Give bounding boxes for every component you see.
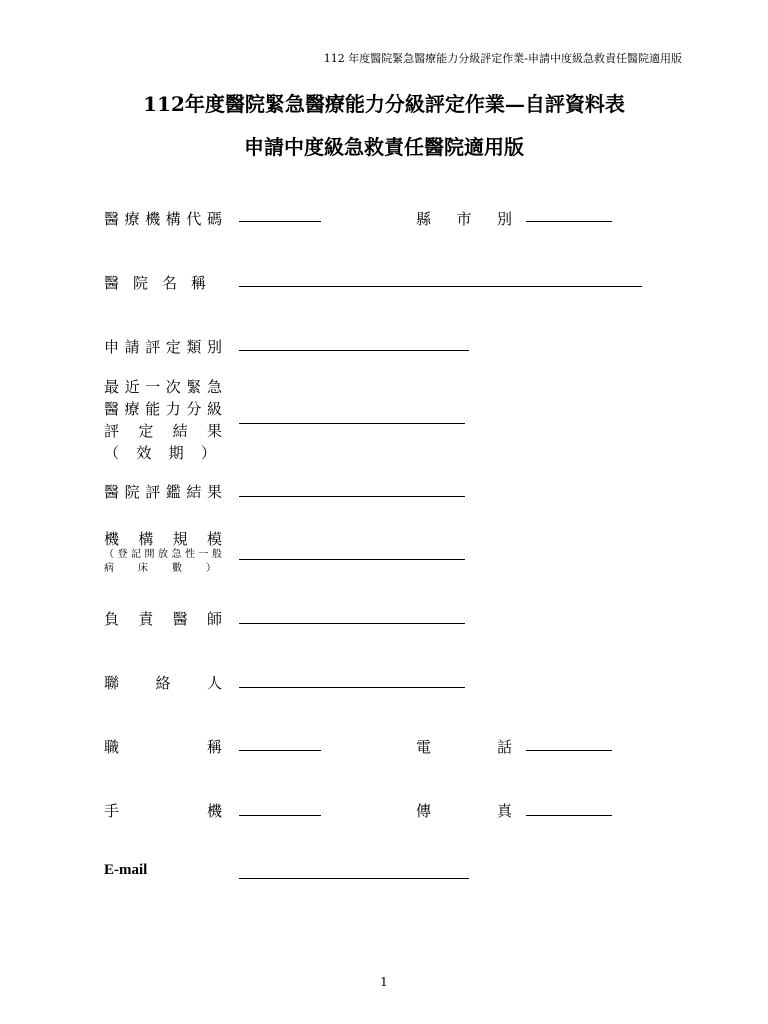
- doctor-field[interactable]: [239, 623, 465, 624]
- accreditation-field[interactable]: [239, 496, 465, 497]
- job-title-field[interactable]: [239, 750, 321, 751]
- fax-label: 傳 真: [416, 802, 512, 820]
- fax-field[interactable]: [526, 815, 612, 816]
- last-result-label: 最 近 一 次 緊 急 醫 療 能 力 分 級 評 定 結 果 （ 效 期 ）: [104, 378, 222, 462]
- email-label: E-mail: [104, 862, 148, 878]
- contact-label: 聯 絡 人: [104, 674, 222, 692]
- page-header: 112 年度醫院緊急醫療能力分級評定作業-申請中度級急救責任醫院適用版: [323, 52, 682, 65]
- hospital-name-label: 醫 院 名 稱: [104, 274, 206, 292]
- scale-label: 機 構 規 模: [104, 530, 222, 548]
- hospital-name-field[interactable]: [239, 286, 642, 287]
- phone-label: 電 話: [416, 738, 512, 756]
- scale-note: （ 登 記 開 放 急 性 一 般 病 床 數 ）: [104, 549, 222, 574]
- phone-field[interactable]: [526, 750, 612, 751]
- institution-code-label: 醫 療 機 構 代 碼: [104, 210, 222, 228]
- email-field[interactable]: [239, 878, 469, 879]
- document-subtitle: 申請中度級急救責任醫院適用版: [244, 135, 524, 159]
- document-title: 112年度醫院緊急醫療能力分級評定作業—自評資料表: [143, 92, 625, 116]
- doctor-label: 負 責 醫 師: [104, 610, 222, 628]
- scale-field[interactable]: [239, 559, 465, 560]
- mobile-field[interactable]: [239, 815, 321, 816]
- last-result-field[interactable]: [239, 423, 465, 424]
- contact-field[interactable]: [239, 687, 465, 688]
- county-city-field[interactable]: [526, 221, 612, 222]
- county-city-label: 縣 市 別: [416, 210, 512, 228]
- apply-category-label: 申 請 評 定 類 別: [104, 338, 222, 356]
- accreditation-label: 醫 院 評 鑑 結 果: [104, 483, 222, 501]
- institution-code-field[interactable]: [239, 221, 321, 222]
- page-number: 1: [380, 975, 388, 989]
- apply-category-field[interactable]: [239, 350, 469, 351]
- mobile-label: 手 機: [104, 802, 222, 820]
- job-title-label: 職 稱: [104, 738, 222, 756]
